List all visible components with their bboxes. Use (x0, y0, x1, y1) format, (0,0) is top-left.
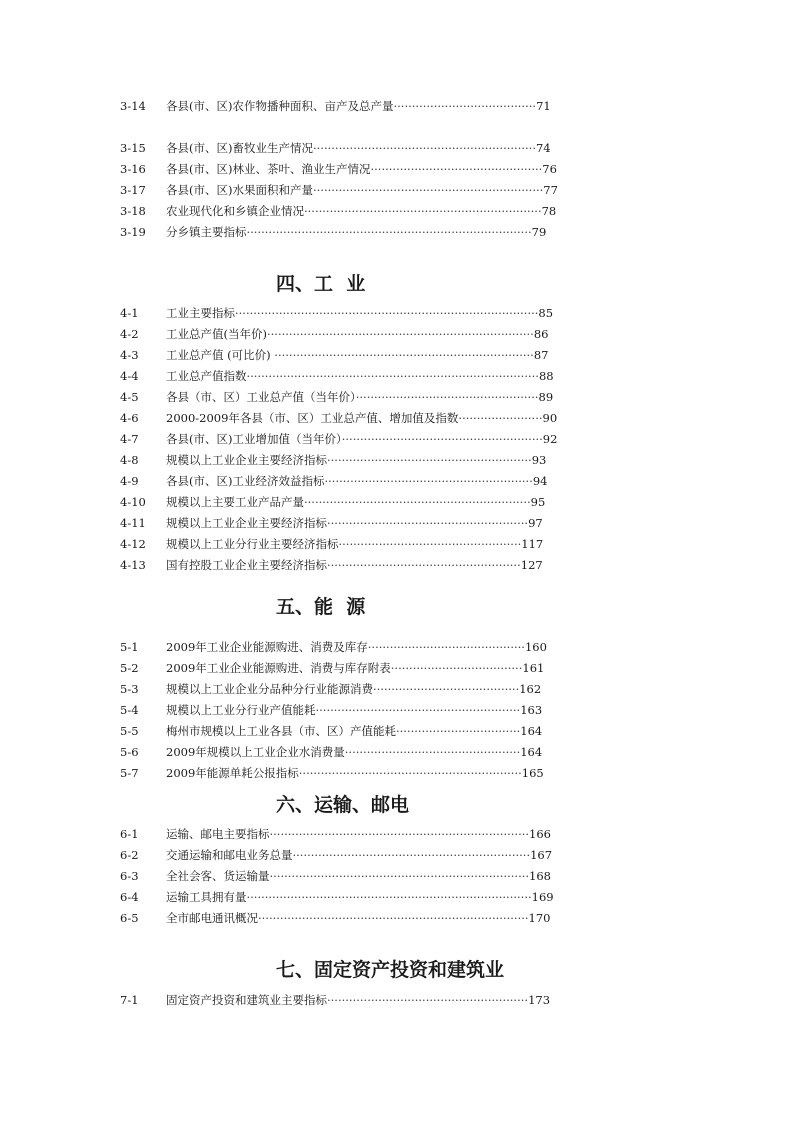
leader-dots: ······················································· (341, 432, 543, 446)
section-heading: 四、工 业 (276, 273, 366, 295)
entry-title (166, 201, 556, 221)
leader-dots: ······················································· (327, 993, 529, 1007)
entry-title-text: 2009年规模以上工业企业水消费量 (166, 745, 345, 759)
entry-page-number: 167 (530, 848, 553, 862)
entry-number: 6-2 (120, 848, 139, 862)
toc-entry[interactable] (0, 303, 793, 323)
entry-title-text: 各县(市、区)农作物播种面积、亩产及总产量 (166, 99, 394, 113)
toc-entry[interactable] (0, 201, 793, 221)
entry-number: 4-4 (120, 369, 139, 383)
toc-entry[interactable] (0, 429, 793, 449)
leader-dots: ·········································································· (258, 911, 529, 925)
toc-entry[interactable] (0, 824, 793, 844)
entry-number: 5-6 (120, 745, 139, 759)
entry-title (166, 450, 546, 470)
entry-title-text: 规模以上工业分行业主要经济指标 (166, 537, 339, 551)
entry-page-number: 160 (524, 640, 547, 654)
toc-entry[interactable] (0, 513, 793, 533)
leader-dots: ···································· (390, 661, 523, 675)
entry-page-number: 86 (533, 327, 549, 341)
entry-title-text: 规模以上工业企业主要经济指标 (166, 453, 327, 467)
entry-title-text: 各县(市、区)水果面积和产量 (166, 183, 313, 197)
entry-page-number: 94 (532, 474, 548, 488)
toc-entry[interactable] (0, 345, 793, 365)
entry-title-text: 规模以上工业企业主要经济指标 (166, 516, 327, 530)
leader-dots: ····························································· (312, 141, 536, 155)
entry-title (166, 303, 553, 323)
entry-title-text: 运输工具拥有量 (166, 890, 247, 904)
leader-dots: ························································· (324, 474, 533, 488)
leader-dots: ······················· (458, 411, 543, 425)
leader-dots: ······································································· (274, 348, 534, 362)
entry-title (166, 387, 553, 407)
entry-number: 4-9 (120, 474, 139, 488)
toc-entry[interactable] (0, 138, 793, 158)
entry-title-text: 各县(市、区)畜牧业生产情况 (166, 141, 313, 155)
entry-page-number: 127 (520, 558, 543, 572)
toc-entry[interactable] (0, 96, 793, 116)
entry-title (166, 658, 544, 678)
entry-number: 3-19 (120, 225, 146, 239)
entry-number: 4-1 (120, 306, 139, 320)
entry-title (166, 700, 542, 720)
entry-title (166, 408, 557, 428)
leader-dots: ····················································· (327, 558, 521, 572)
entry-title (166, 180, 558, 200)
entry-title-text: 规模以上工业企业分品种分行业能源消费 (166, 682, 373, 696)
entry-title (166, 159, 557, 179)
entry-title-text: 运输、邮电主要指标 (166, 827, 270, 841)
leader-dots: ········································································· (266, 327, 534, 341)
entry-page-number: 161 (522, 661, 545, 675)
leader-dots: ······································································· (269, 869, 530, 883)
entry-title (166, 990, 550, 1010)
entry-number: 4-13 (120, 558, 146, 572)
leader-dots: ································································· (304, 204, 542, 218)
entry-number: 6-1 (120, 827, 139, 841)
entry-page-number: 92 (542, 432, 558, 446)
entry-title (166, 845, 552, 865)
leader-dots: ··········································· (367, 640, 525, 654)
entry-title-text: 规模以上主要工业产品产量 (166, 495, 304, 509)
entry-title-text: 全社会客、货运输量 (166, 869, 270, 883)
entry-title (166, 138, 551, 158)
leader-dots: ··················································································· (235, 306, 539, 320)
entry-number: 3-18 (120, 204, 146, 218)
entry-title-text: 规模以上工业分行业产值能耗 (166, 703, 316, 717)
entry-title (166, 222, 546, 242)
entry-title-text: 工业总产值(当年价) (166, 327, 267, 341)
entry-title (166, 763, 544, 783)
entry-page-number: 169 (531, 890, 554, 904)
entry-number: 4-2 (120, 327, 139, 341)
entry-title-text: 2009年工业企业能源购进、消费与库存附表 (166, 661, 391, 675)
entry-title (166, 679, 541, 699)
section-heading: 七、固定资产投资和建筑业 (276, 959, 505, 981)
entry-page-number: 87 (533, 348, 549, 362)
toc-entry[interactable] (0, 845, 793, 865)
leader-dots: ······························································ (304, 495, 531, 509)
entry-title (166, 513, 543, 533)
entry-title (166, 534, 543, 554)
entry-title (166, 637, 547, 657)
entry-page-number: 117 (521, 537, 544, 551)
entry-title-text: 各县（市、区）工业总产值（当年价） (166, 390, 356, 404)
leader-dots: ································································· (292, 848, 531, 862)
entry-page-number: 97 (528, 516, 543, 530)
toc-entry[interactable] (0, 866, 793, 886)
entry-title-text: 2000-2009年各县（市、区）工业总产值、增加值及指数 (166, 411, 459, 425)
entry-number: 3-16 (120, 162, 146, 176)
entry-title (166, 471, 548, 491)
entry-title-text: 梅州市规模以上工业各县（市、区）产值能耗 (166, 724, 396, 738)
entry-number: 4-10 (120, 495, 146, 509)
toc-entry[interactable] (0, 908, 793, 928)
entry-title-text: 全市邮电通讯概况 (166, 911, 258, 925)
leader-dots: ······························································· (312, 183, 544, 197)
entry-page-number: 76 (542, 162, 557, 176)
leader-dots: ················································································ (246, 369, 539, 383)
leader-dots: ·································· (396, 724, 521, 738)
entry-title-text: 各县(市、区)工业增加值（当年价） (166, 432, 342, 446)
toc-entry[interactable] (0, 555, 793, 575)
entry-number: 4-5 (120, 390, 139, 404)
leader-dots: ······················································· (327, 516, 529, 530)
entry-page-number: 164 (520, 745, 543, 759)
toc-entry[interactable] (0, 408, 793, 428)
leader-dots: ························································ (315, 703, 521, 717)
entry-number: 5-5 (120, 724, 139, 738)
entry-page-number: 85 (538, 306, 554, 320)
entry-page-number: 163 (520, 703, 543, 717)
toc-entry[interactable] (0, 721, 793, 741)
section-heading: 六、运输、邮电 (276, 794, 410, 816)
entry-title (166, 492, 545, 512)
entry-number: 6-3 (120, 869, 139, 883)
entry-title (166, 887, 554, 907)
toc-entry[interactable] (0, 637, 793, 657)
toc-entry[interactable] (0, 679, 793, 699)
entry-title-text: 工业总产值指数 (166, 369, 247, 383)
leader-dots: ······································· (393, 99, 537, 113)
entry-number: 4-6 (120, 411, 139, 425)
leader-dots: ·················································· (355, 390, 539, 404)
entry-title-text: 固定资产投资和建筑业主要指标 (166, 993, 327, 1007)
toc-entry[interactable] (0, 324, 793, 344)
entry-title (166, 866, 551, 886)
entry-number: 5-3 (120, 682, 139, 696)
entry-number: 4-11 (120, 516, 146, 530)
entry-number: 5-7 (120, 766, 139, 780)
toc-entry[interactable] (0, 492, 793, 512)
entry-title-text: 交通运输和邮电业务总量 (166, 848, 293, 862)
entry-page-number: 77 (543, 183, 558, 197)
leader-dots: ························································ (327, 453, 532, 467)
entry-title-text: 2009年能源单耗公报指标 (166, 766, 299, 780)
entry-title-text: 工业总产值 (可比价) (166, 348, 275, 362)
entry-page-number: 168 (529, 869, 551, 883)
entry-number: 4-12 (120, 537, 146, 551)
entry-page-number: 90 (542, 411, 558, 425)
entry-title (166, 555, 543, 575)
entry-title (166, 96, 551, 116)
entry-number: 5-4 (120, 703, 139, 717)
leader-dots: ··············································· (370, 162, 543, 176)
entry-number: 7-1 (120, 993, 139, 1007)
entry-title-text: 工业主要指标 (166, 306, 235, 320)
entry-title (166, 908, 550, 928)
entry-page-number: 95 (530, 495, 546, 509)
toc-entry[interactable] (0, 742, 793, 762)
toc-entry[interactable] (0, 534, 793, 554)
entry-number: 4-7 (120, 432, 139, 446)
entry-title-text: 各县(市、区)工业经济效益指标 (166, 474, 325, 488)
entry-number: 5-1 (120, 640, 139, 654)
section-heading: 五、能 源 (276, 596, 366, 618)
entry-title (166, 324, 548, 344)
entry-number: 4-8 (120, 453, 139, 467)
toc-entry[interactable] (0, 990, 793, 1010)
entry-number: 3-15 (120, 141, 146, 155)
toc-entry[interactable] (0, 180, 793, 200)
leader-dots: ·················································· (338, 537, 522, 551)
toc-entry[interactable] (0, 471, 793, 491)
entry-page-number: 88 (538, 369, 554, 383)
entry-title-text: 2009年工业企业能源购进、消费及库存 (166, 640, 368, 654)
entry-page-number: 74 (535, 141, 551, 155)
entry-number: 6-5 (120, 911, 139, 925)
leader-dots: ········································ (373, 682, 520, 696)
entry-title (166, 345, 548, 365)
entry-page-number: 170 (528, 911, 551, 925)
toc-entry[interactable] (0, 387, 793, 407)
entry-title (166, 721, 542, 741)
leader-dots: ·············································································· (246, 225, 532, 239)
entry-number: 6-4 (120, 890, 139, 904)
toc-entry[interactable] (0, 700, 793, 720)
entry-page-number: 79 (531, 225, 547, 239)
entry-number: 4-3 (120, 348, 139, 362)
entry-page-number: 162 (519, 682, 542, 696)
toc-entry[interactable] (0, 159, 793, 179)
entry-page-number: 71 (536, 99, 551, 113)
entry-title (166, 742, 542, 762)
leader-dots: ·············································································· (246, 890, 532, 904)
leader-dots: ····························································· (298, 766, 522, 780)
leader-dots: ················································ (344, 745, 521, 759)
toc-entry[interactable] (0, 222, 793, 242)
entry-page-number: 166 (529, 827, 551, 841)
entry-page-number: 164 (520, 724, 543, 738)
entry-title (166, 366, 554, 386)
entry-title (166, 824, 551, 844)
entry-page-number: 173 (528, 993, 551, 1007)
toc-entry[interactable] (0, 450, 793, 470)
toc-entry[interactable] (0, 887, 793, 907)
leader-dots: ······································································· (269, 827, 530, 841)
toc-entry[interactable] (0, 658, 793, 678)
entry-number: 3-14 (120, 99, 146, 113)
entry-title-text: 分乡镇主要指标 (166, 225, 247, 239)
entry-title-text: 农业现代化和乡镇企业情况 (166, 204, 304, 218)
entry-page-number: 89 (538, 390, 554, 404)
entry-title-text: 国有控股工业企业主要经济指标 (166, 558, 327, 572)
entry-number: 3-17 (120, 183, 146, 197)
entry-page-number: 93 (531, 453, 547, 467)
entry-title (166, 429, 557, 449)
entry-title-text: 各县(市、区)林业、茶叶、渔业生产情况 (166, 162, 371, 176)
entry-page-number: 78 (541, 204, 557, 218)
toc-entry[interactable] (0, 366, 793, 386)
toc-entry[interactable] (0, 763, 793, 783)
entry-page-number: 165 (521, 766, 544, 780)
entry-number: 5-2 (120, 661, 139, 675)
